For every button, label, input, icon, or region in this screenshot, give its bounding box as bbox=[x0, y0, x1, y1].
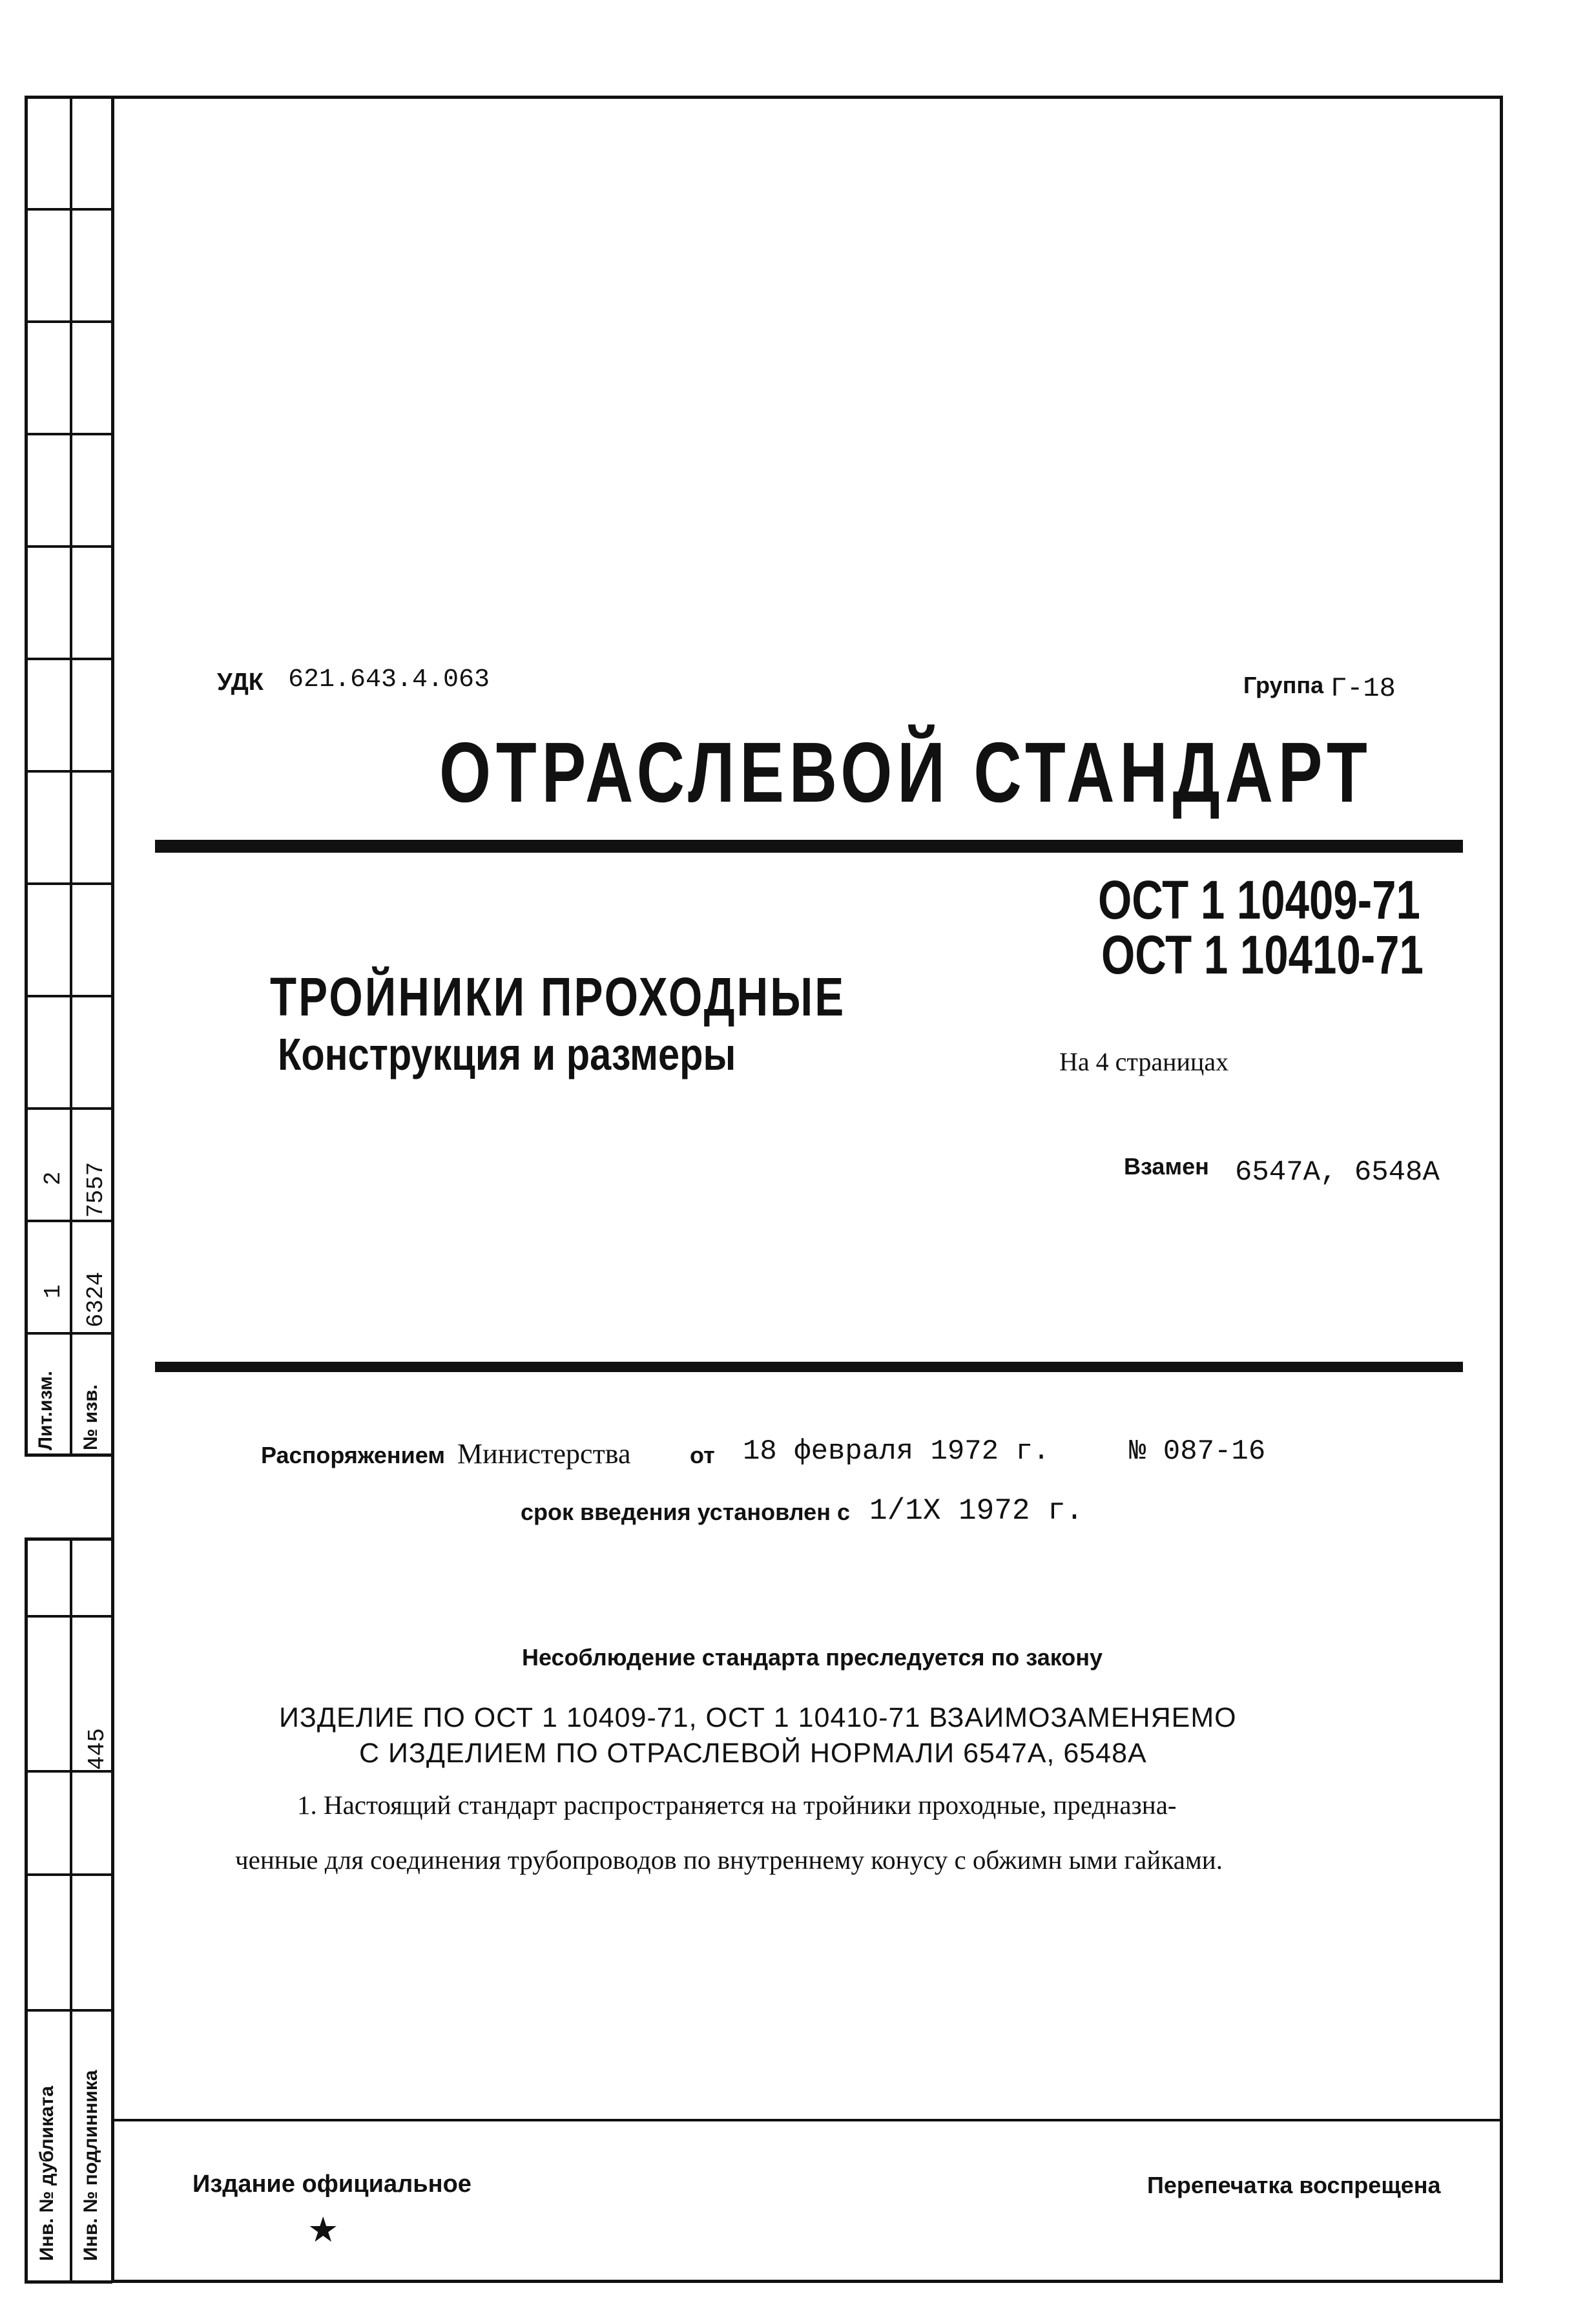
footer-left: Издание официальное bbox=[192, 2171, 472, 2198]
stamp-duplicate-label: Инв. № дубликата bbox=[36, 2085, 57, 2261]
subject-name: ТРОЙНИКИ ПРОХОДНЫЕ bbox=[270, 966, 846, 1027]
stamp-border-mid bbox=[70, 96, 72, 1456]
law-notice: Несоблюдение стандарта преследуется по закону bbox=[522, 1644, 1103, 1671]
stamp-doc-value-1: 6324 bbox=[83, 1271, 109, 1328]
replaces-value: 6547А, 6548А bbox=[1235, 1156, 1440, 1189]
stamp-border-top bbox=[25, 96, 112, 99]
effective-label: срок введения установлен с bbox=[521, 1499, 850, 1525]
stamp-border-left bbox=[25, 96, 28, 1456]
title-rule bbox=[155, 840, 1463, 853]
stamp-lit-value-1: 1 bbox=[40, 1284, 67, 1298]
standard-code-1: ОСТ 1 10409-71 bbox=[1098, 870, 1420, 930]
order-number: № 087-16 bbox=[1129, 1435, 1266, 1468]
order-date: 18 февраля 1972 г. bbox=[743, 1435, 1050, 1468]
stamp-original-value: 445 bbox=[84, 1728, 110, 1770]
stamp-border-bottom bbox=[25, 1453, 112, 1457]
order-label: Распоряжением bbox=[261, 1442, 445, 1468]
pages-note: На 4 страницах bbox=[1059, 1047, 1229, 1076]
order-issuer: Министерства bbox=[457, 1438, 631, 1470]
paragraph-line-1: 1. Настоящий стандарт распространяется на тройники проходные, предназна- bbox=[297, 1790, 1177, 1820]
stamp-lit-value-2: 2 bbox=[40, 1171, 67, 1185]
effective-date: 1/1Х 1972 г. bbox=[869, 1494, 1084, 1528]
page-frame bbox=[111, 96, 1503, 2283]
stamp-doc-value-2: 7557 bbox=[83, 1162, 109, 1218]
section-rule bbox=[155, 1362, 1463, 1372]
stamp-lit-label: Лит.изм. bbox=[35, 1370, 56, 1450]
group-value: Г-18 bbox=[1331, 673, 1396, 704]
order-from-label: от bbox=[690, 1442, 715, 1468]
udk-label: УДК bbox=[217, 669, 264, 696]
standard-code-2: ОСТ 1 10410-71 bbox=[1101, 924, 1424, 985]
interchange-line-1: ИЗДЕЛИЕ ПО ОСТ 1 10409-71, ОСТ 1 10410-71 ВЗАИМОЗАМЕНЯЕМО bbox=[279, 1702, 1237, 1733]
footer-rule bbox=[111, 2119, 1503, 2121]
footer-right: Перепечатка воспрещена bbox=[1147, 2172, 1441, 2198]
star-icon: ★ bbox=[307, 2211, 339, 2249]
group-label: Группа bbox=[1243, 672, 1324, 698]
replaces-label: Взамен bbox=[1124, 1153, 1209, 1180]
interchange-line-2: С ИЗДЕЛИЕМ ПО ОТРАСЛЕВОЙ НОРМАЛИ 6547А, 6548А bbox=[359, 1738, 1147, 1769]
stamp-doc-label: № изв. bbox=[80, 1384, 101, 1450]
page-title: ОТРАСЛЕВОЙ СТАНДАРТ bbox=[439, 725, 1373, 820]
stamp-original-label: Инв. № подлинника bbox=[80, 2070, 101, 2261]
paragraph-line-2: ченные для соединения трубопроводов по внутреннему конусу с обжимн ыми гайками. bbox=[235, 1845, 1223, 1875]
subject-subtitle: Конструкция и размеры bbox=[278, 1029, 736, 1079]
udk-value: 621.643.4.063 bbox=[288, 665, 490, 694]
